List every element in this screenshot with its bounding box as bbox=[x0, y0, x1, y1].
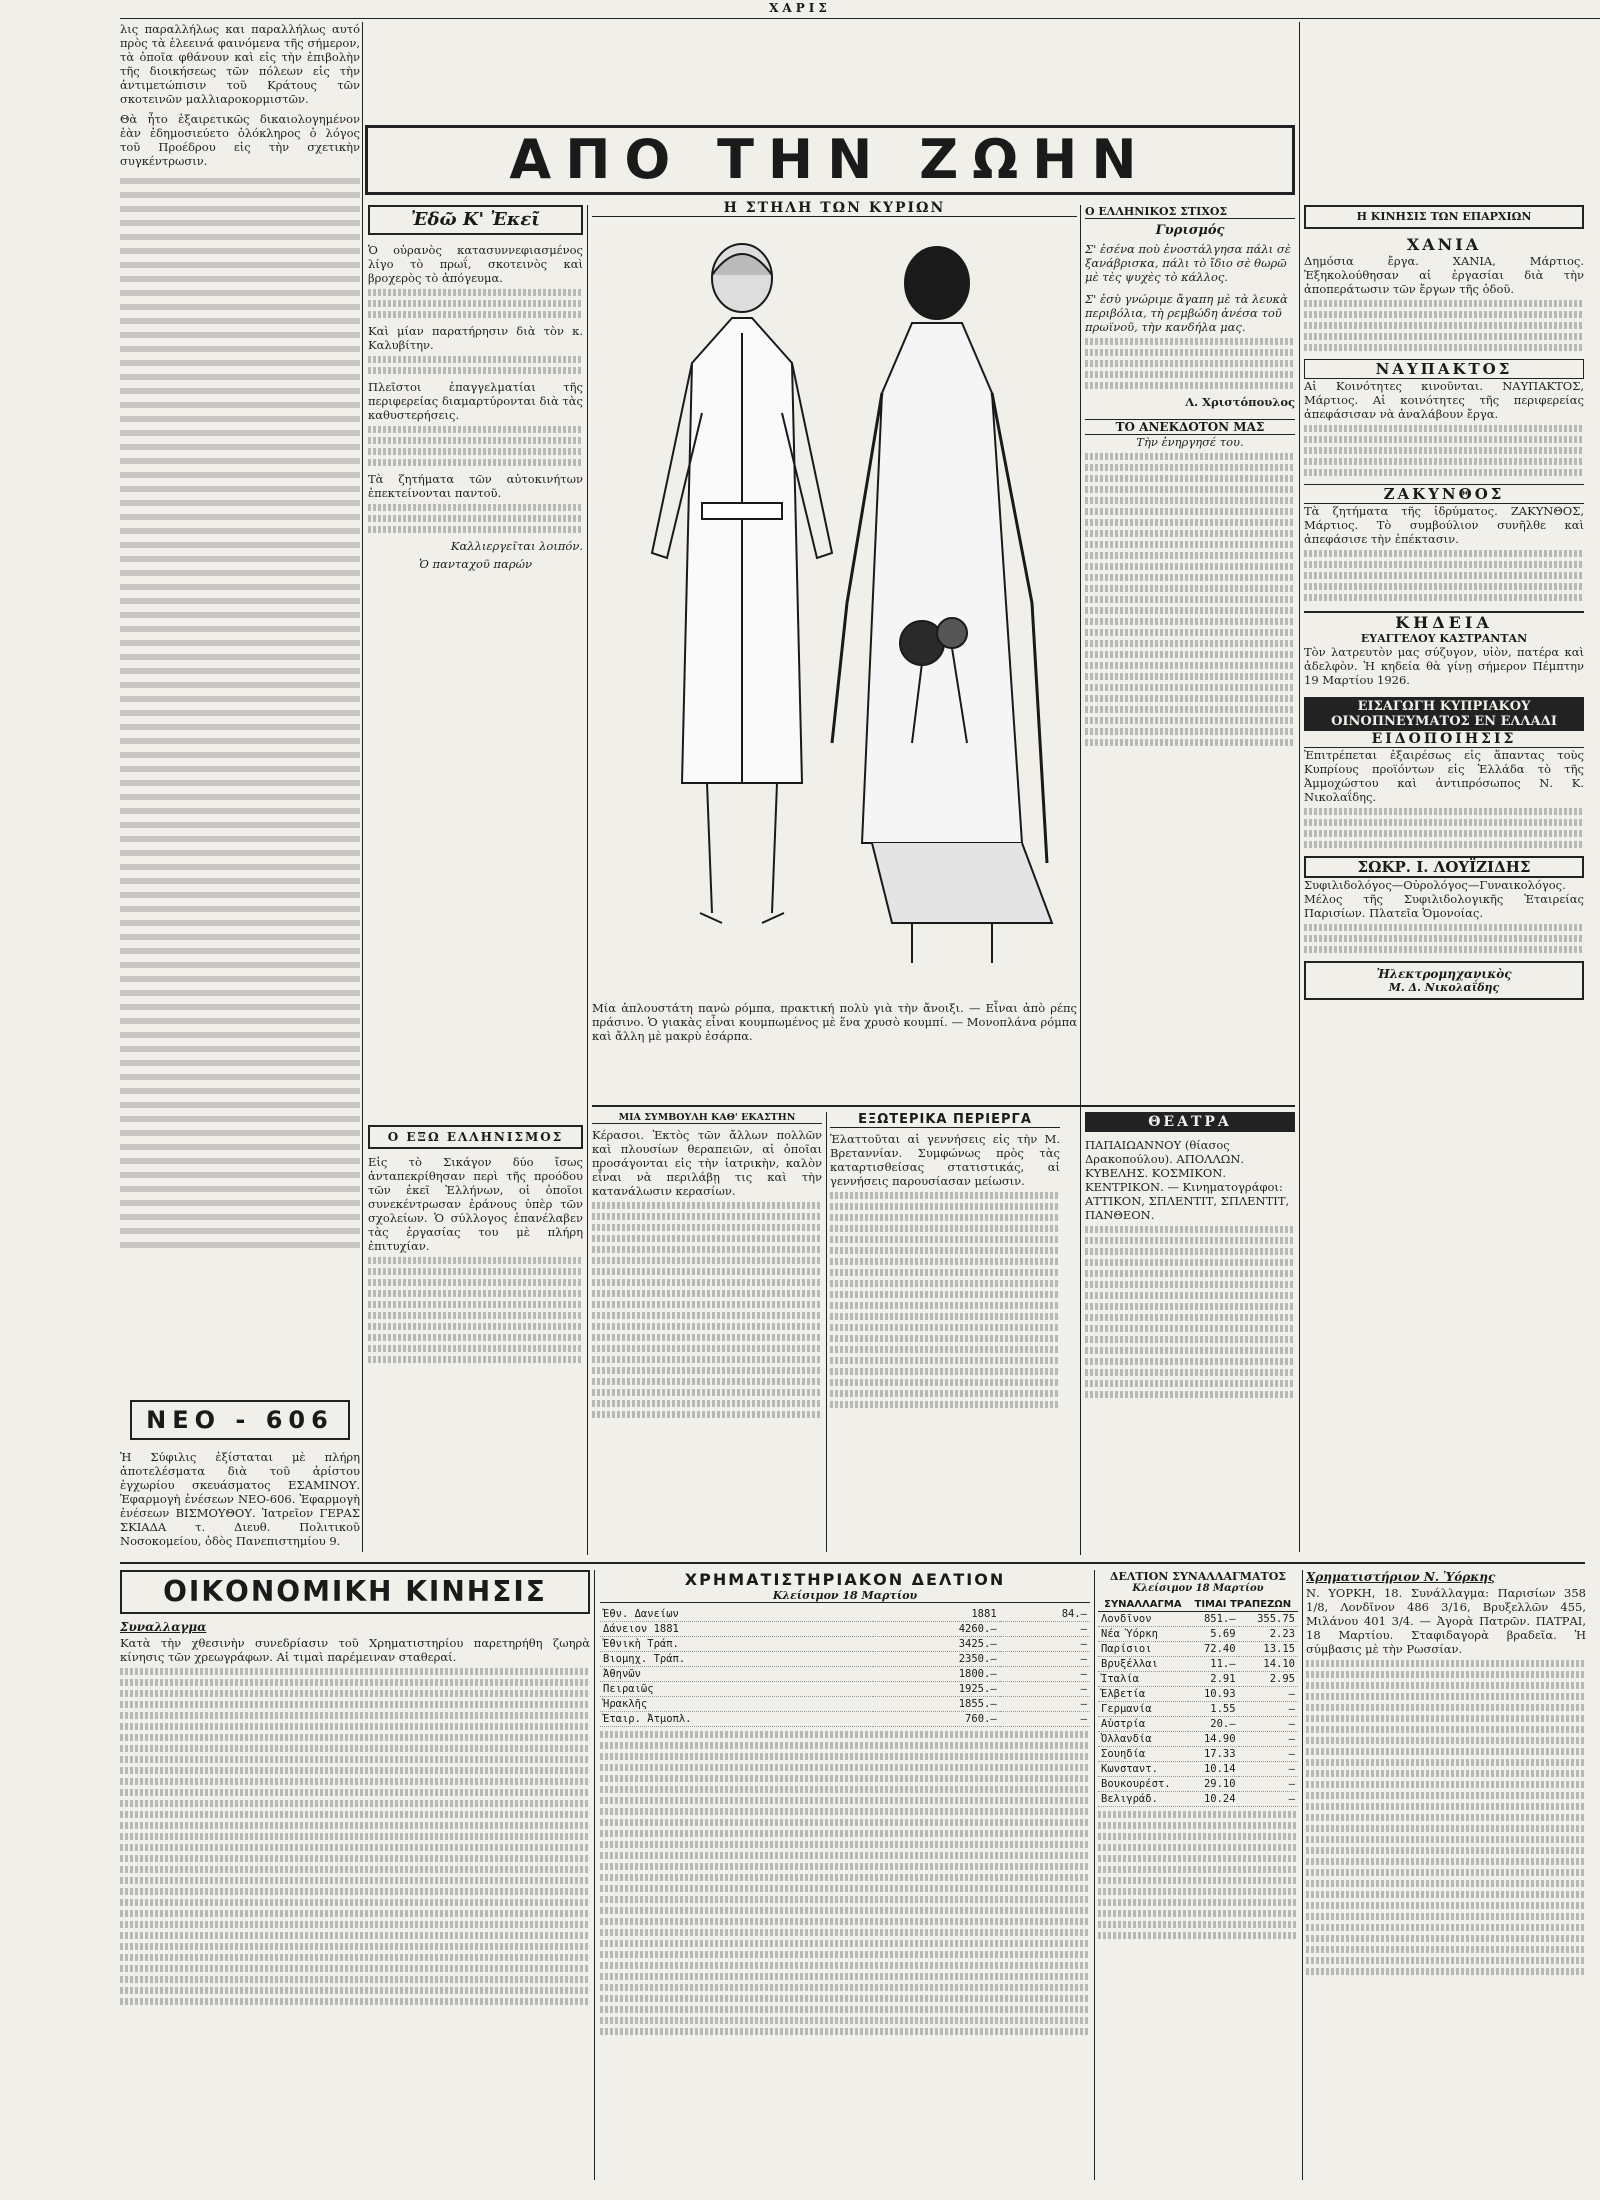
synallagmata-row bbox=[1098, 1762, 1298, 1777]
oikonomiki-title: ΟΙΚΟΝΟΜΙΚΗ ΚΙΝΗΣΙΣ bbox=[120, 1570, 590, 1614]
town-name-1: ΧΑΝΙΑ bbox=[1406, 235, 1482, 254]
synallagmata-cell: 29.10 bbox=[1188, 1777, 1239, 1792]
synallagmata-cell: Σουηδία bbox=[1098, 1747, 1188, 1762]
xrimatist-cell: Ἐθν. Δανείων bbox=[600, 1607, 873, 1622]
ekei-column bbox=[368, 205, 583, 1095]
left-text-filler bbox=[120, 174, 360, 1254]
synallagmata-row bbox=[1098, 1642, 1298, 1657]
kideia-text: Τὸν λατρευτὸν μας σύζυγον, υἱὸν, πατέρα καὶ ἀδελφὸν. Ἡ κηδεία θὰ γίνῃ σήμερον Πέμπτην 19 Μαρτίου 1926. bbox=[1304, 645, 1584, 687]
fashion-title: Η ΣΤΗΛΗ ΤΩΝ ΚΥΡΙΩΝ bbox=[592, 200, 1077, 217]
xrimatist-row bbox=[600, 1622, 1090, 1637]
town-text-3: Τὰ ζητήματα τῆς ἰδρύματος. ΖΑΚΥΝΘΟΣ, Μάρτιος. Τὸ συμβούλιον συνῆλθε καὶ ἀπεφάσισε τὴν ἐπέκτασιν. bbox=[1304, 504, 1584, 546]
synallagmata-date: Κλείσιμον 18 Μαρτίου bbox=[1132, 1583, 1264, 1594]
synallagmata-row bbox=[1098, 1702, 1298, 1717]
synallagmata-col-1: ΣΥΝΑΛΛΑΓΜΑ bbox=[1098, 1598, 1188, 1612]
synallagmata-row bbox=[1098, 1672, 1298, 1687]
xrimatist-cell: 3425.— bbox=[873, 1637, 1000, 1652]
synallagmata-cell: — bbox=[1239, 1762, 1298, 1777]
xrimatist-cell: Ἀθηνῶν bbox=[600, 1667, 873, 1682]
synallagmata-cell: — bbox=[1239, 1732, 1298, 1747]
xrimatist-title: ΧΡΗΜΑΤΙΣΤΗΡΙΑΚΟΝ ΔΕΛΤΙΟΝ bbox=[684, 1570, 1006, 1589]
xrimatist-cell: — bbox=[1000, 1667, 1090, 1682]
poem-author: Λ. Χριστόπουλος bbox=[1185, 395, 1295, 409]
synallagmata-cell: — bbox=[1239, 1777, 1298, 1792]
xrimatist-cell: 84.— bbox=[1000, 1607, 1090, 1622]
xrimatist-row bbox=[600, 1607, 1090, 1622]
simvoules-section bbox=[592, 1112, 822, 1552]
synallagmata-cell: — bbox=[1239, 1687, 1298, 1702]
synallagmata-cell: 14.90 bbox=[1188, 1732, 1239, 1747]
xrimatist-cell: Βιομηχ. Τράπ. bbox=[600, 1652, 873, 1667]
synallagmata-table bbox=[1098, 1598, 1298, 1807]
synallagmata-row bbox=[1098, 1717, 1298, 1732]
doctor-text: Συφιλιδολόγος—Οὐρολόγος—Γυναικολόγος. Μέλος τῆς Συφιλιδολογικῆς Ἑταιρείας Παρισίων. Πλατεῖα Ὁμονοίας. bbox=[1304, 878, 1584, 920]
synallagmata-cell: Παρίσιοι bbox=[1098, 1642, 1188, 1657]
ad-text: Ἐπιτρέπεται ἐξαιρέσως εἰς ἅπαντας τοὺς Κυπρίους προϊόντων εἰς Ἑλλάδα τὸ τῆς Ἀμμοχώστου καὶ ἀντιπρόσωπος Ν. Κ. Νικολαΐδης. bbox=[1304, 748, 1584, 804]
simvoules-title: ΜΙΑ ΣΥΜΒΟΥΛΗ ΚΑΘ' ΕΚΑΣΤΗΝ bbox=[592, 1112, 822, 1124]
synallagmata-cell: 72.40 bbox=[1188, 1642, 1239, 1657]
xrimatist-date: Κλείσιμον 18 Μαρτίου bbox=[600, 1589, 1090, 1603]
xrimatist-cell: 760.— bbox=[873, 1712, 1000, 1727]
xrimatist-cell: 4260.— bbox=[873, 1622, 1000, 1637]
synallagmata-section bbox=[1098, 1570, 1298, 2180]
card-box bbox=[1304, 961, 1584, 1000]
xrimatist-cell: Πειραιῶς bbox=[600, 1682, 873, 1697]
synallagmata-cell: 1.55 bbox=[1188, 1702, 1239, 1717]
town-name-2: ΝΑΥΠΑΚΤΟΣ bbox=[1304, 359, 1584, 379]
xrimatist-row bbox=[600, 1652, 1090, 1667]
poem-stanza-2: Σ' ἐσὺ γνώριμε ἄγαπη μὲ τὰ λευκὰ περιβόλια, τὴ ρεμβώδη ἀνέσα τοῦ πρωϊνοῦ, τὴν κανδήλα μας. bbox=[1085, 292, 1288, 334]
periergo-text: Ἐλαττοῦται αἱ γεννήσεις εἰς τὴν Μ. Βρεταννίαν. Συμφώνως πρὸς τὰς καταρτισθείσας στατιστικάς, αἱ γεννήσεις παρουσίασαν μείωσιν. bbox=[830, 1132, 1060, 1188]
xrimatist-cell: Δάνειον 1881 bbox=[600, 1622, 873, 1637]
main-title: ΑΠΟ ΤΗΝ ΖΩΗΝ bbox=[509, 128, 1151, 191]
synallagmata-cell: Βελιγράδ. bbox=[1098, 1792, 1188, 1807]
xrimatist-cell: 1925.— bbox=[873, 1682, 1000, 1697]
xrimatist-row bbox=[600, 1637, 1090, 1652]
oikonomiki-sub: Συναλλαγμα bbox=[120, 1620, 207, 1634]
stixos-column bbox=[1085, 205, 1295, 1105]
main-banner bbox=[365, 125, 1295, 195]
synallagmata-cell: Αὐστρία bbox=[1098, 1717, 1188, 1732]
xrimatist-row bbox=[600, 1667, 1090, 1682]
anekdoto-sub: Τὴν ἐνηργησέ του. bbox=[1136, 435, 1244, 449]
synallagmata-cell: — bbox=[1239, 1747, 1298, 1762]
xrimatist-section bbox=[600, 1570, 1090, 2180]
synallagmata-cell: 20.— bbox=[1188, 1717, 1239, 1732]
ad-sub: ΕΙΔΟΠΟΙΗΣΙΣ bbox=[1304, 731, 1584, 748]
xrimatist-row bbox=[600, 1697, 1090, 1712]
synallagmata-cell: 10.24 bbox=[1188, 1792, 1239, 1807]
synallagmata-cell: — bbox=[1239, 1792, 1298, 1807]
town-text-1: Δημόσια ἔργα. ΧΑΝΙΑ, Μάρτιος. Ἐξηκολούθησαν αἱ ἐργασίαι διὰ τὴν ἀποπεράτωσιν τῶν ἔργων τῆς ὁδοῦ. bbox=[1304, 254, 1584, 296]
ellinismos-text: Εἰς τὸ Σικάγον δύο ἴσως ἀνταπεκρίθησαν περὶ τῆς προόδου τῶν ἐκεῖ Ἑλλήνων, οἱ ὁποῖοι συνεκέντρωσαν ἐράνους ὑπὲρ τῶν σχολείων. Ὁ σύλλογος ἐπανέλαβεν τὰς ἐργασίας του μὲ πλήρη ἐπιτυχίαν. bbox=[368, 1155, 583, 1253]
xrimatist-row bbox=[600, 1682, 1090, 1697]
left-intro-2: Θὰ ἦτο ἐξαιρετικῶς δικαιολογημένον ἐὰν ἐδημοσιεύετο ὁλόκληρος ὁ λόγος τοῦ Προέδρου εἰς τὴν σχετικὴν συγκέντρωσιν. bbox=[120, 112, 360, 168]
xrimatist-cell: — bbox=[1000, 1712, 1090, 1727]
synallagmata-title: ΔΕΛΤΙΟΝ ΣΥΝΑΛΛΑΓΜΑΤΟΣ bbox=[1109, 1570, 1287, 1583]
synallagmata-cell: 17.33 bbox=[1188, 1747, 1239, 1762]
synallagmata-cell: Λονδῖνον bbox=[1098, 1612, 1188, 1627]
kideia-name: ΕΥΑΓΓΕΛΟΥ ΚΑΣΤΡΑΝΤΑΝ bbox=[1360, 632, 1528, 645]
far-title: Χρηματιστήριον Ν. Ὑόρκης bbox=[1306, 1570, 1496, 1584]
synallagmata-cell: Ἑλβετία bbox=[1098, 1687, 1188, 1702]
synallagmata-cell: 14.10 bbox=[1239, 1657, 1298, 1672]
neo-606-title: ΝΕΟ - 606 bbox=[146, 1406, 334, 1434]
synallagmata-row bbox=[1098, 1627, 1298, 1642]
synallagmata-row bbox=[1098, 1657, 1298, 1672]
doctor-title: ΣΩΚΡ. Ι. ΛΟΥΪΖΙΔΗΣ bbox=[1304, 856, 1584, 878]
far-right-section bbox=[1306, 1570, 1586, 2180]
theatra-text: ΠΑΠΑΙΩΑΝΝΟΥ (θίασος Δρακοπούλου). ΑΠΟΛΛΩΝ. ΚΥΒΕΛΗΣ. ΚΟΣΜΙΚΟΝ. ΚΕΝΤΡΙΚΟΝ. — Κινηματογράφοι: ΑΤΤΙΚΟΝ, ΣΠΛΕΝΤΙΤ, ΣΠΛΕΝΤΙΤ, ΠΑΝΘΕΟΝ. bbox=[1085, 1138, 1290, 1222]
xrimatist-cell: Ἐθνικὴ Τράπ. bbox=[600, 1637, 873, 1652]
synallagmata-cell: 10.14 bbox=[1188, 1762, 1239, 1777]
synallagmata-col-2: ΤΙΜΑΙ ΤΡΑΠΕΖΩΝ bbox=[1188, 1598, 1298, 1612]
far-text: Ν. ΥΟΡΚΗ, 18. Συνάλλαγμα: Παρισίων 358 1/8, Λονδῖνον 486 3/16, Βρυξελλῶν 455, Μιλάνου 401 3/4. — Ἀγορὰ Πατρῶν. ΠΑΤΡΑΙ, 18 Μαρτίου. Σταφιδαγορὰ βραδεῖα. Ἡ σύμβασις μὲ τὴν Ρωσσίαν. bbox=[1306, 1586, 1586, 1656]
oikonomiki-section bbox=[120, 1570, 590, 2180]
synallagmata-cell: Βουκουρέστ. bbox=[1098, 1777, 1188, 1792]
theatra-title: ΘΕΑΤΡΑ bbox=[1085, 1112, 1295, 1132]
left-column bbox=[120, 22, 360, 1382]
xrimatist-cell: — bbox=[1000, 1682, 1090, 1697]
ekei-title: Ἐδῶ Κ' Ἐκεῖ bbox=[368, 205, 583, 235]
synallagmata-cell: Ἰταλία bbox=[1098, 1672, 1188, 1687]
ekei-item-1: Ὁ οὐρανὸς κατασυννεφιασμένος λίγο τὸ πρωΐ, σκοτεινὸς καὶ βροχερὸς τὸ ἀπόγευμα. bbox=[368, 243, 583, 285]
synallagmata-cell: — bbox=[1239, 1717, 1298, 1732]
xrimatist-cell: Ἐταιρ. Ἀτμοπλ. bbox=[600, 1712, 873, 1727]
synallagmata-row bbox=[1098, 1777, 1298, 1792]
synallagmata-cell: — bbox=[1239, 1702, 1298, 1717]
synallagmata-cell: 851.— bbox=[1188, 1612, 1239, 1627]
xrimatist-cell: Ἡρακλῆς bbox=[600, 1697, 873, 1712]
card-name: Μ. Δ. Νικολαΐδης bbox=[1388, 981, 1500, 994]
simvoules-text: Κέρασοι. Ἐκτὸς τῶν ἄλλων πολλῶν καὶ πλουσίων θεραπειῶν, αἱ ὁποῖαι προσάγονται εἰς τὴν ἰατρικὴν, καλὸν εἶναι νὰ περιλάβῃ τις καὶ τὴν κατανάλωσιν κερασίων. bbox=[592, 1128, 822, 1198]
ad-title: ΕΙΣΑΓΩΓΗ ΚΥΠΡΙΑΚΟΥ ΟΙΝΟΠΝΕΥΜΑΤΟΣ ΕΝ ΕΛΛΑΔΙ bbox=[1304, 697, 1584, 731]
synallagmata-cell: 11.— bbox=[1188, 1657, 1239, 1672]
synallagmata-cell: 355.75 bbox=[1239, 1612, 1298, 1627]
town-name-3: ΖΑΚΥΝΘΟΣ bbox=[1304, 484, 1584, 504]
anekdoto-title: ΤΟ ΑΝΕΚΔΟΤΟΝ ΜΑΣ bbox=[1085, 419, 1295, 435]
fashion-section bbox=[592, 200, 1077, 1100]
periergo-title: ΕΞΩΤΕΡΙΚΑ ΠΕΡΙΕΡΓΑ bbox=[830, 1112, 1060, 1128]
synallagmata-cell: Νέα Ὑόρκη bbox=[1098, 1627, 1188, 1642]
synallagmata-cell: Κωνσταντ. bbox=[1098, 1762, 1188, 1777]
neo-606-box bbox=[130, 1400, 350, 1440]
xrimatist-cell: 1881 bbox=[873, 1607, 1000, 1622]
poem-stanza-1: Σ' ἐσένα ποὺ ἐνοστάλγησα πάλι σὲ ξανάβρισκα, πάλι τὸ ἴδιο σὲ θωρῶ μὲ τὲς ψυχὲς τὸ κάλλος. bbox=[1085, 242, 1291, 284]
ellinismos-title: Ο ΕΞΩ ΕΛΛΗΝΙΣΜΟΣ bbox=[368, 1125, 583, 1149]
ekei-item-5: Καλλιεργεῖται λοιπόν. bbox=[450, 539, 583, 553]
synallagmata-cell: Ὀλλανδία bbox=[1098, 1732, 1188, 1747]
xrimatist-cell: 1800.— bbox=[873, 1667, 1000, 1682]
ekei-signature: Ὁ πανταχοῦ παρών bbox=[419, 557, 532, 571]
xrimatist-cell: — bbox=[1000, 1637, 1090, 1652]
synallagmata-row bbox=[1098, 1612, 1298, 1627]
synallagmata-cell: 2.23 bbox=[1239, 1627, 1298, 1642]
synallagmata-cell: 2.91 bbox=[1188, 1672, 1239, 1687]
town-text-2: Αἱ Κοινότητες κινοῦνται. ΝΑΥΠΑΚΤΟΣ, Μάρτιος. Αἱ κοινότητες τῆς περιφερείας ἀπεφάσισαν νὰ ἀναλάβουν ἔργα. bbox=[1304, 379, 1584, 421]
ekei-item-3: Πλεῖστοι ἐπαγγελματίαι τῆς περιφερείας διαμαρτύρονται διὰ τὰς καθυστερήσεις. bbox=[368, 380, 583, 422]
eparxies-title: Η ΚΙΝΗΣΙΣ ΤΩΝ ΕΠΑΡΧΙΩΝ bbox=[1304, 205, 1584, 229]
right-column bbox=[1304, 205, 1584, 1555]
xrimatist-row bbox=[600, 1712, 1090, 1727]
kideia-title: ΚΗΔΕΙΑ bbox=[1304, 611, 1584, 632]
poem-title: Γυρισμός bbox=[1155, 223, 1225, 238]
synallagmata-row bbox=[1098, 1747, 1298, 1762]
synallagmata-cell: 10.93 bbox=[1188, 1687, 1239, 1702]
synallagmata-cell: 2.95 bbox=[1239, 1672, 1298, 1687]
ekei-item-2: Καὶ μίαν παρατήρησιν διὰ τὸν κ. Καλυβίτην. bbox=[368, 324, 583, 352]
xrimatist-table bbox=[600, 1607, 1090, 1727]
synallagmata-cell: Γερμανία bbox=[1098, 1702, 1188, 1717]
ekei-item-4: Τὰ ζητήματα τῶν αὐτοκινήτων ἐπεκτείνονται παντοῦ. bbox=[368, 472, 583, 500]
fashion-caption: Μία ἀπλουστάτη πανὼ ρόμπα, πρακτική πολὺ γιὰ τὴν ἄνοιξι. — Εἶναι ἀπὸ ρέπς πράσινο. Ὁ γιακὰς εἶναι κουμπωμένος μὲ ἕνα χρυσὸ κουμπί. — Μονοπλάνα ρόμπα καὶ ἄλλη μὲ μακρὺ ἐσάρπα. bbox=[592, 1001, 1077, 1043]
masthead-title: ΧΑΡΙΣ bbox=[769, 1, 831, 15]
neo-606-text: Ἡ Σύφιλις ἐξίσταται μὲ πλήρη ἀποτελέσματα διὰ τοῦ ἀρίστου ἐγχωρίου σκευάσματος ΕΣΑΜΙΝΟΥ. Ἐφαρμογὴ ἐνέσεων ΝΕΟ-606. Ἐφαρμογὴ ἐνέσεων ΒΙΣΜΟΥΘΟΥ. Ἰατρεῖον ΓΕΡΑΣ ΣΚΙΑΔΑ τ. Διευθ. Πολιτικοῦ Νοσοκομείου, ὁδὸς Πανεπιστημίου 9. bbox=[120, 1450, 360, 1548]
xrimatist-cell: 2350.— bbox=[873, 1652, 1000, 1667]
xrimatist-cell: — bbox=[1000, 1652, 1090, 1667]
card-title: Ἠλεκτρομηχανικὸς bbox=[1376, 967, 1512, 981]
synallagmata-cell: 5.69 bbox=[1188, 1627, 1239, 1642]
oikonomiki-text: Κατὰ τὴν χθεσινὴν συνεδρίασιν τοῦ Χρηματιστηρίου παρετηρήθη ζωηρὰ κίνησις τῶν χρεωγράφων. Αἱ τιμαὶ παρέμειναν σταθεραί. bbox=[120, 1636, 590, 1664]
synallagmata-row bbox=[1098, 1732, 1298, 1747]
synallagmata-cell: Βρυξέλλαι bbox=[1098, 1657, 1188, 1672]
fashion-illustration bbox=[592, 223, 1077, 993]
synallagmata-cell: 13.15 bbox=[1239, 1642, 1298, 1657]
ellinismos-section bbox=[368, 1125, 583, 1555]
xrimatist-cell: 1855.— bbox=[873, 1697, 1000, 1712]
stixos-title: Ο ΕΛΛΗΝΙΚΟΣ ΣΤΙΧΟΣ bbox=[1085, 205, 1295, 219]
synallagmata-row bbox=[1098, 1792, 1298, 1807]
left-intro-1: λις παραλλήλως και παραλλήλως αυτό πρὸς τὰ ἐλεεινά φαινόμενα τῆς σήμερον, τὰ ὁποῖα φθάνουν καὶ εἰς τὴν ἐπιβολὴν τῆς διοικήσεως τῶν πόλεων εἰς τὴν ἀντιμετώπισιν τοῦ Κράτους τῶν σκοτεινῶν μαλλιαροκορμιστῶν. bbox=[120, 22, 360, 106]
theatra-section bbox=[1085, 1112, 1295, 1552]
periergo-section bbox=[830, 1112, 1060, 1552]
xrimatist-cell: — bbox=[1000, 1697, 1090, 1712]
synallagmata-row bbox=[1098, 1687, 1298, 1702]
masthead bbox=[0, 0, 1600, 18]
xrimatist-cell: — bbox=[1000, 1622, 1090, 1637]
